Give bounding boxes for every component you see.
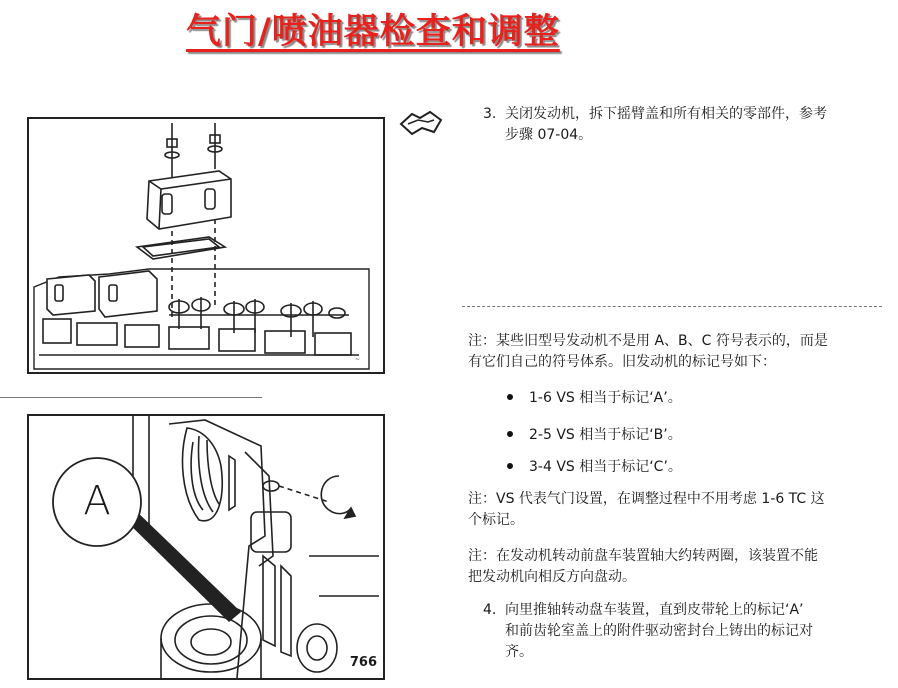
note-old-engine-marks (468, 331, 828, 373)
rocker-cover-illustration (27, 117, 385, 374)
step-3-number: 3. (483, 106, 497, 122)
note-3-line-2: 把发动机向相反方向盘动。 (468, 569, 636, 585)
step-4 (483, 600, 813, 663)
figure-number: 766 (349, 655, 377, 670)
step-4-line-1: 向里推轴转动盘车装置，直到皮带轮上的标记‘A’ (505, 602, 804, 618)
step-3 (483, 104, 827, 146)
note-2-line-2: 个标记。 (468, 512, 524, 528)
step-3-line-1: 关闭发动机，拆下摇臂盖和所有相关的零部件，参考 (505, 106, 827, 122)
list-item (507, 425, 682, 445)
step-4-line-2: 和前齿轮室盖上的附件驱动密封台上铸出的标记对 (505, 623, 813, 639)
svg-text:~: ~ (355, 356, 361, 363)
bullet-text: 1-6 VS 相当于标记‘A’。 (529, 390, 682, 406)
step-4-number: 4. (483, 602, 497, 618)
bullet-dot (507, 431, 513, 437)
pulley-timing-mark-illustration (27, 414, 385, 680)
note-1-line-1: 注：某些旧型号发动机不是用 A、B、C 符号表示的，而是 (468, 333, 828, 349)
note-barring-device (468, 546, 818, 588)
list-item (507, 457, 682, 477)
bullet-text: 2-5 VS 相当于标记‘B’。 (529, 427, 682, 443)
timing-mark-letter: A (83, 478, 111, 524)
step-3-line-2: 步骤 07-04。 (505, 127, 593, 143)
step-4-line-3: 齐。 (505, 644, 533, 660)
separator-rule (462, 306, 882, 307)
page-title: 气门/喷油器检查和调整 (186, 12, 560, 52)
bullet-dot (507, 394, 513, 400)
note-vs-meaning (468, 489, 825, 531)
separator-rule (0, 397, 262, 398)
rocker-cover-icon (398, 108, 444, 138)
list-item (507, 388, 682, 408)
note-1-line-2: 有它们自己的符号体系。旧发动机的标记号如下： (468, 354, 776, 370)
bullet-dot (507, 463, 513, 469)
note-2-line-1: 注：VS 代表气门设置，在调整过程中不用考虑 1-6 TC 这 (468, 491, 825, 507)
bullet-text: 3-4 VS 相当于标记‘C’。 (529, 459, 682, 475)
note-3-line-1: 注：在发动机转动前盘车装置轴大约转两圈，该装置不能 (468, 548, 818, 564)
